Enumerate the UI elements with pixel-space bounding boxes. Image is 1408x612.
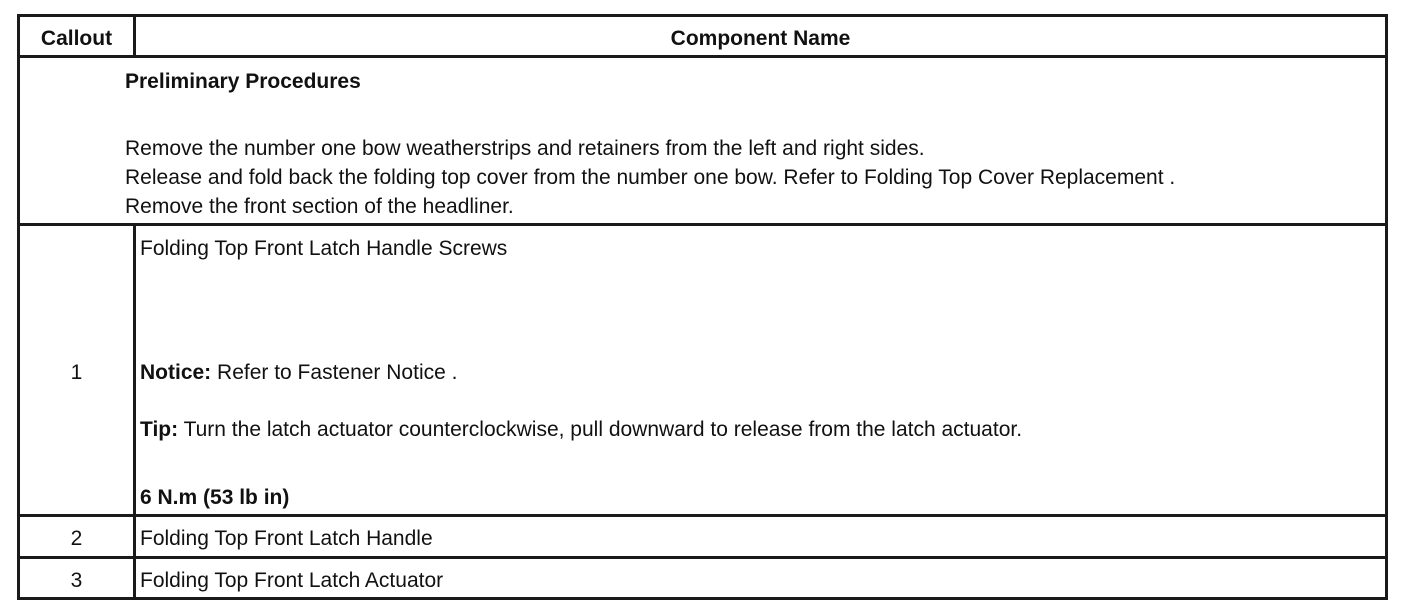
component-name-header: Component Name: [670, 27, 851, 50]
callout-header: Callout: [40, 27, 113, 50]
preliminary-title: Preliminary Procedures: [125, 70, 361, 93]
preliminary-line: Remove the number one bow weatherstrips and retainers from the left and right sides.: [125, 137, 925, 160]
preliminary-line: Release and fold back the folding top cover from the number one bow. Refer to Folding Top Cover Replacement .: [125, 166, 1176, 189]
callout-number: 3: [70, 569, 83, 592]
component-name: Folding Top Front Latch Handle Screws: [140, 237, 508, 260]
row-1-divider: [20, 514, 1385, 517]
notice-line: [140, 362, 457, 383]
tip-label: Tip:: [140, 418, 179, 441]
tip-line: [140, 419, 1022, 440]
component-table: [17, 14, 1388, 600]
component-name: Folding Top Front Latch Actuator: [140, 569, 444, 592]
callout-number: 1: [70, 361, 83, 384]
preliminary-line: Remove the front section of the headliner.: [125, 195, 514, 218]
tip-text: Turn the latch actuator counterclockwise, pull downward to release from the latch actuator.: [178, 418, 1023, 441]
rows-column-divider: [133, 223, 136, 597]
torque-spec: 6 N.m (53 lb in): [140, 486, 290, 509]
header-divider: [20, 55, 1385, 58]
preliminary-divider: [20, 223, 1385, 226]
notice-text: Refer to Fastener Notice .: [211, 361, 458, 384]
component-name: Folding Top Front Latch Handle: [140, 527, 433, 550]
callout-number: 2: [70, 527, 83, 550]
notice-label: Notice:: [140, 361, 212, 384]
row-2-divider: [20, 556, 1385, 559]
